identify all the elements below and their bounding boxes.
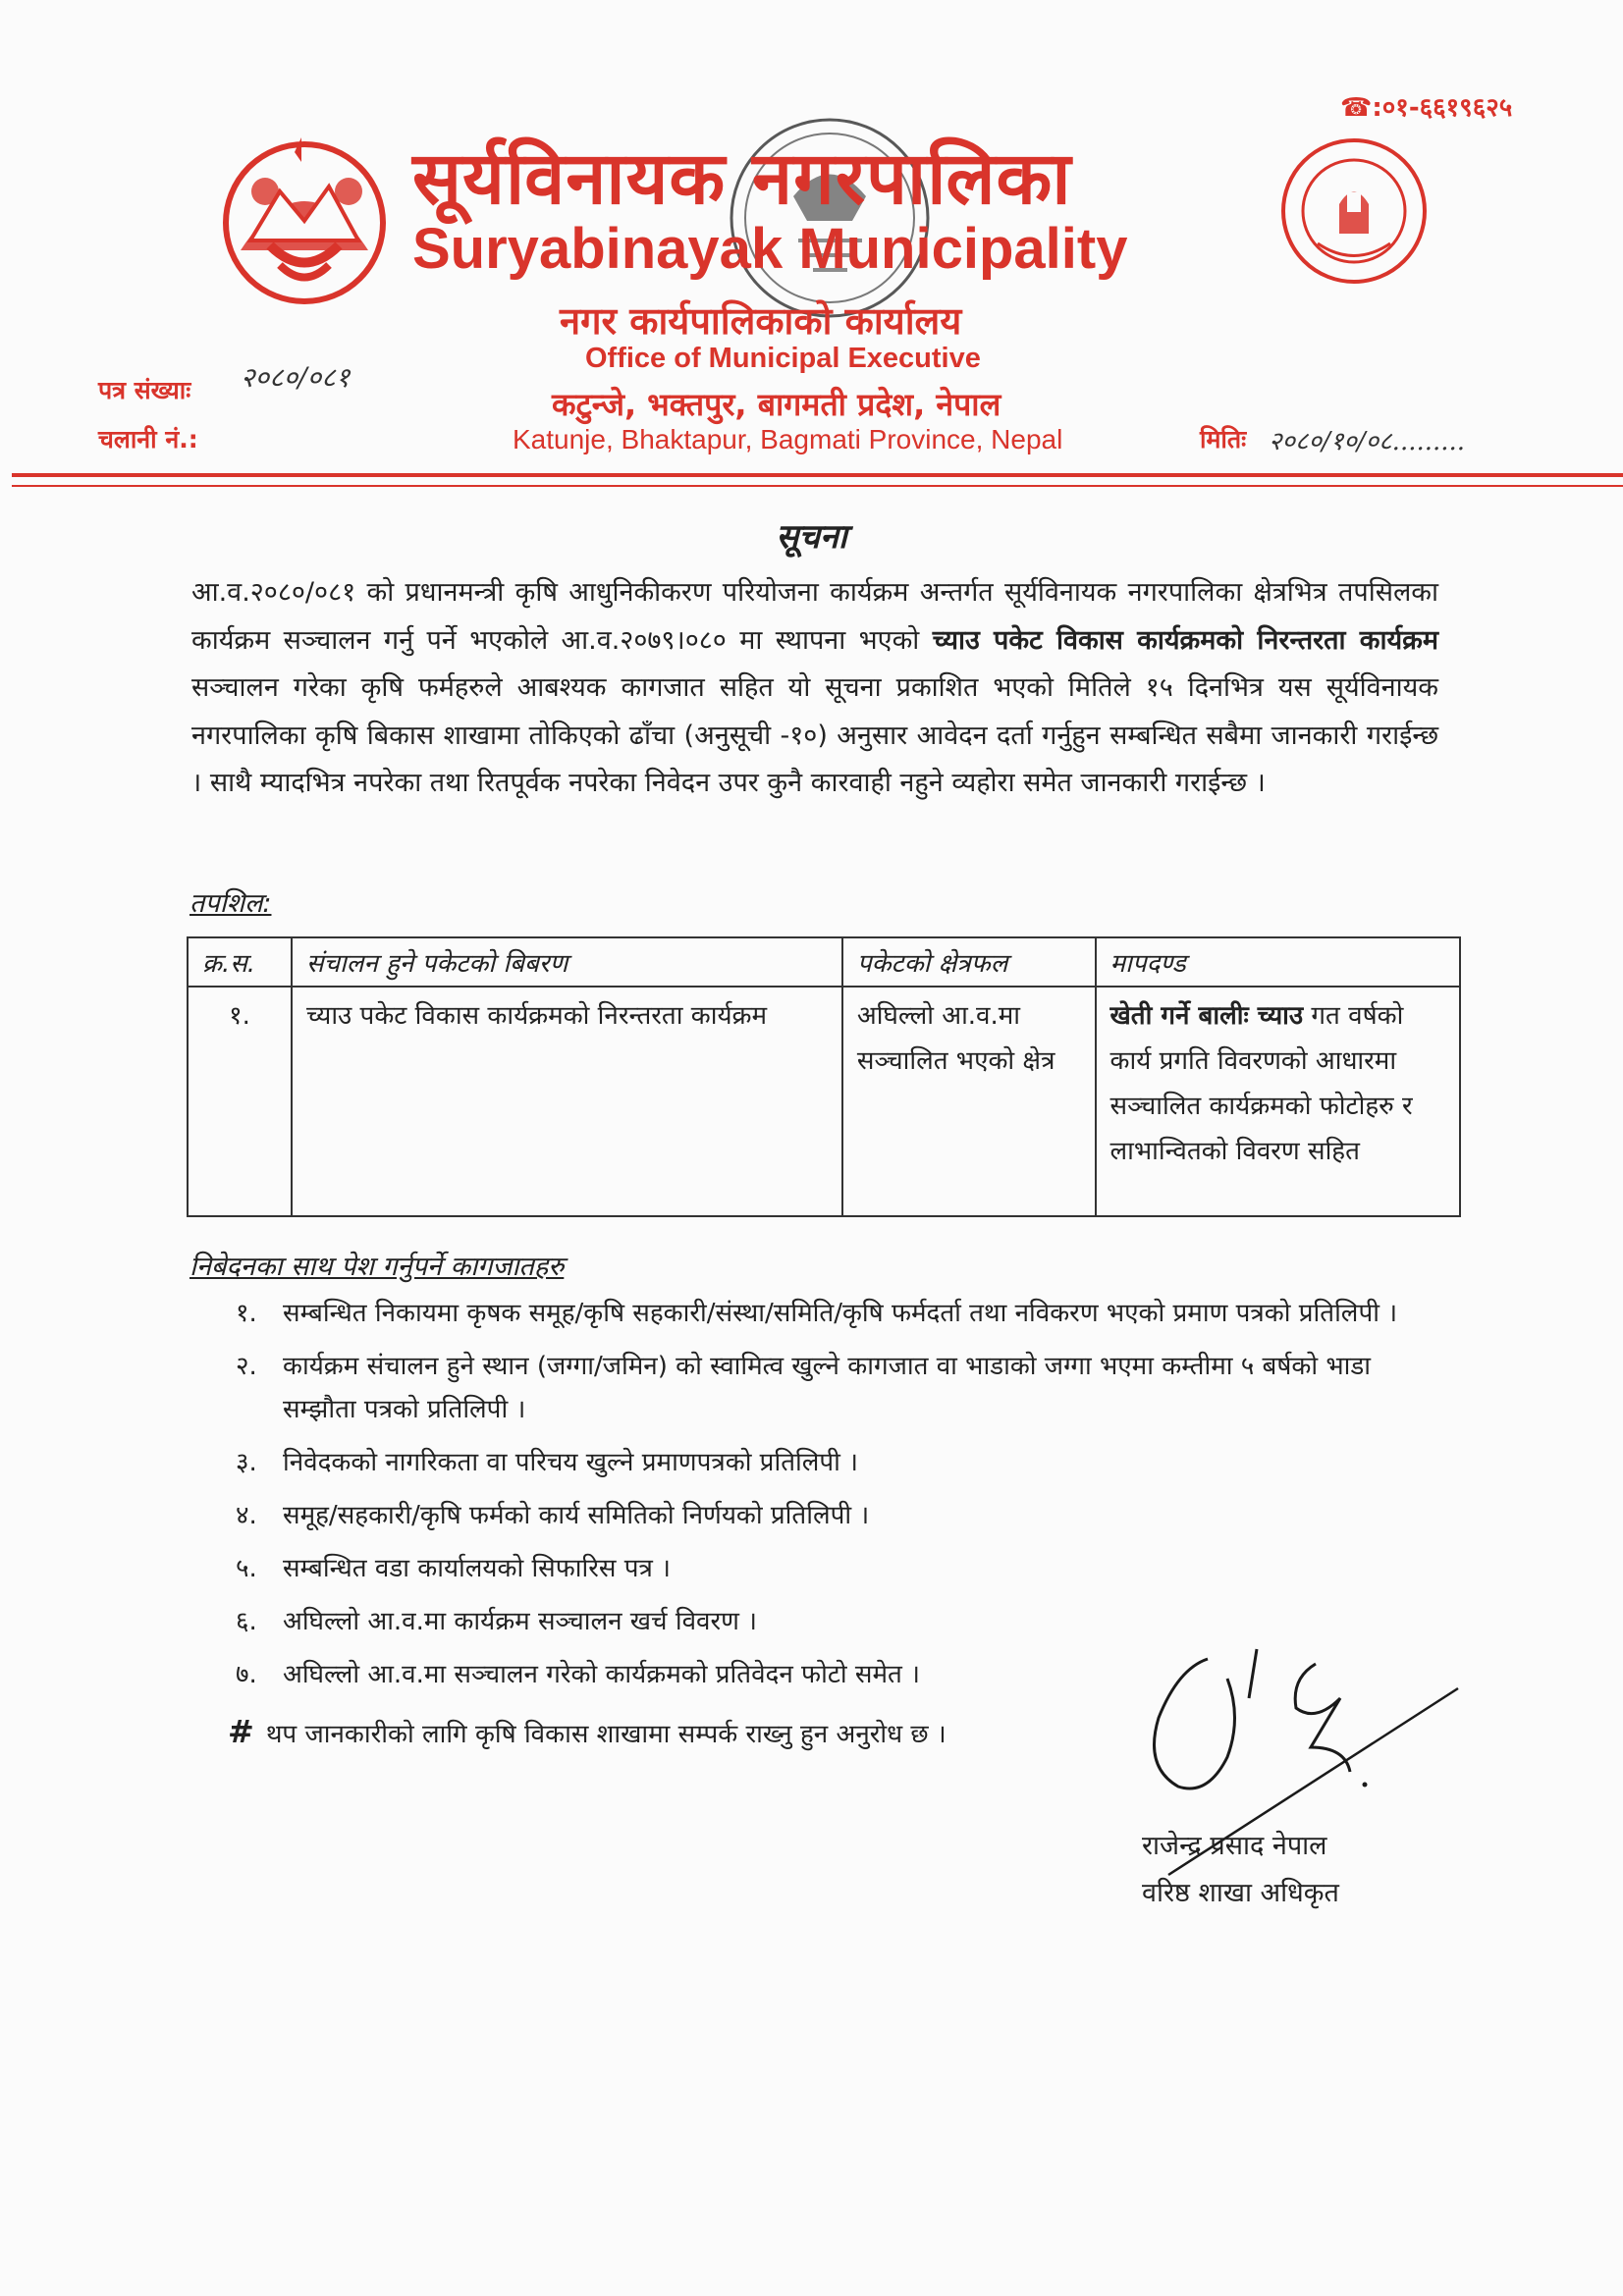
patra-sankhya-value: २०८०/०८१: [241, 361, 351, 394]
list-item: [236, 1441, 1443, 1484]
table-header-sn: क्र.स.: [188, 937, 292, 987]
notice-body: [191, 569, 1438, 808]
table-header-row: [188, 937, 1460, 987]
table-cell-sn: १.: [188, 987, 292, 1216]
list-item-text: सम्बन्धित निकायमा कृषक समूह/कृषि सहकारी/संस्था/समिति/कृषि फर्मदर्ता तथा नविकरण भएको प्रमाण पत्रको प्रतिलिपी ।: [283, 1299, 1398, 1328]
list-item-number: १.: [236, 1299, 257, 1328]
documents-heading: निबेदनका साथ पेश गर्नुपर्ने कागजातहरु: [189, 1252, 565, 1282]
list-item-text: अघिल्लो आ.व.मा कार्यक्रम सञ्चालन खर्च विवरण ।: [283, 1607, 758, 1636]
list-item-number: ५.: [236, 1554, 257, 1583]
list-item-number: २.: [236, 1352, 257, 1381]
header-divider-thin: [12, 485, 1623, 487]
note-text: थप जानकारीको लागि कृषि विकास शाखामा सम्पर्क राख्नु हुन अनुरोध छ ।: [265, 1720, 947, 1749]
list-item: [236, 1292, 1443, 1335]
table-cell-desc: च्याउ पकेट विकास कार्यक्रमको निरन्तरता कार्यक्रम: [292, 987, 842, 1216]
list-item-number: ४.: [236, 1501, 257, 1530]
list-item-text: निवेदकको नागरिकता वा परिचय खुल्ने प्रमाणपत्रको प्रतिलिपी ।: [283, 1448, 859, 1477]
list-item-text: सम्बन्धित वडा कार्यालयको सिफारिस पत्र ।: [283, 1554, 671, 1583]
signatory-name: राजेन्द्र प्रसाद नेपाल: [1142, 1831, 1327, 1861]
list-item: [236, 1547, 1443, 1590]
list-item: [236, 1494, 1443, 1537]
office-name-en: Office of Municipal Executive: [585, 343, 981, 374]
notice-title: सूचना: [776, 517, 847, 557]
table-cell-area: अघिल्लो आ.व.मा सञ्चालित भएको क्षेत्र: [842, 987, 1096, 1216]
criteria-bold: खेती गर्ने बालीः च्याउ: [1109, 1001, 1304, 1031]
list-item: [236, 1345, 1443, 1431]
list-item-text: समूह/सहकारी/कृषि फर्मको कार्य समितिको निर्णयको प्रतिलिपी ।: [283, 1501, 870, 1530]
notice-body-part2: सञ्चालन गरेका कृषि फर्महरुले आबश्यक कागजात सहित यो सूचना प्रकाशित भएको मितिले १५ दिनभित्र यस सूर्यविनायक नगरपालिका कृषि बिकास शाखामा तोकिएको ढाँचा (अनुसूची -१०) अनुसार आवेदन दर्ता गर्नुहुन सम्बन्धित सबैमा जानकारी गराईन्छ । साथै म्यादभित्र नपरेका तथा रितपूर्वक नपरेका निवेदन उपर कुनै कारवाही नहुने व्यहोरा समेत जानकारी गराईन्छ ।: [191, 672, 1438, 798]
contact-note: [228, 1713, 947, 1750]
chalani-label: चलानी नं.:: [98, 425, 198, 454]
header-divider: [12, 473, 1623, 477]
signatory-title: वरिष्ठ शाखा अधिकृत: [1142, 1878, 1339, 1908]
list-item-number: ६.: [236, 1607, 257, 1636]
schedule-table: [187, 936, 1461, 1217]
schedule-heading: तपशिल:: [189, 888, 272, 919]
municipality-name-np: सूर्यविनायक नगरपालिका: [412, 136, 1072, 221]
nepal-emblem-icon: [211, 133, 398, 309]
table-row: [188, 987, 1460, 1216]
municipality-logo-icon: [1278, 135, 1431, 288]
list-item: [236, 1600, 1443, 1643]
table-cell-criteria: [1096, 987, 1460, 1216]
list-item-text: कार्यक्रम संचालन हुने स्थान (जग्गा/जमिन) को स्वामित्व खुल्ने कागजात वा भाडाको जग्गा भएमा कम्तीमा ५ बर्षको भाडा सम्झौता पत्रको प्रतिलिपी ।: [283, 1352, 1372, 1424]
criteria-rest: गत वर्षको कार्य प्रगति विवरणको आधारमा सञ्चालित कार्यक्रमको फोटोहरु र लाभान्वितको विवरण सहित: [1109, 1001, 1413, 1166]
office-name-np: नगर कार्यपालिकाको कार्यालय: [560, 299, 962, 343]
table-header-criteria: मापदण्ड: [1096, 937, 1460, 987]
address-np: कटुन्जे, भक्तपुर, बागमती प्रदेश, नेपाल: [552, 386, 1001, 423]
note-mark: #: [228, 1713, 254, 1750]
patra-sankhya-label: पत्र संख्याः: [98, 376, 191, 404]
miti-label: मितिः: [1200, 425, 1247, 454]
notice-body-bold: च्याउ पकेट विकास कार्यक्रमको निरन्तरता कार्यक्रम: [932, 624, 1438, 656]
list-item-number: ७.: [236, 1660, 257, 1689]
table-header-area: पकेटको क्षेत्रफल: [842, 937, 1096, 987]
miti-value: २०८०/१०/०८.........: [1269, 427, 1466, 456]
list-item-text: अघिल्लो आ.व.मा सञ्चालन गरेको कार्यक्रमको प्रतिवेदन फोटो समेत ।: [283, 1660, 920, 1689]
table-header-desc: संचालन हुने पकेटको बिबरण: [292, 937, 842, 987]
phone-number: ☎:०१-६६१९६२५: [1340, 93, 1513, 123]
notice-body-part1: आ.व.२०८०/०८१ को प्रधानमन्त्री कृषि आधुनिकीकरण परियोजना कार्यक्रम अन्तर्गत सूर्यविनायक नगरपालिका क्षेत्रभित्र तपसिलका कार्यक्रम सञ्चालन गर्नु पर्ने भएकोले आ.व.२०७९।०८० मा स्थापना भएको: [191, 577, 1438, 656]
list-item-number: ३.: [236, 1448, 257, 1477]
municipality-name-en: Suryabinayak Municipality: [412, 217, 1128, 281]
address-en: Katunje, Bhaktapur, Bagmati Province, Nepal: [513, 424, 1063, 454]
